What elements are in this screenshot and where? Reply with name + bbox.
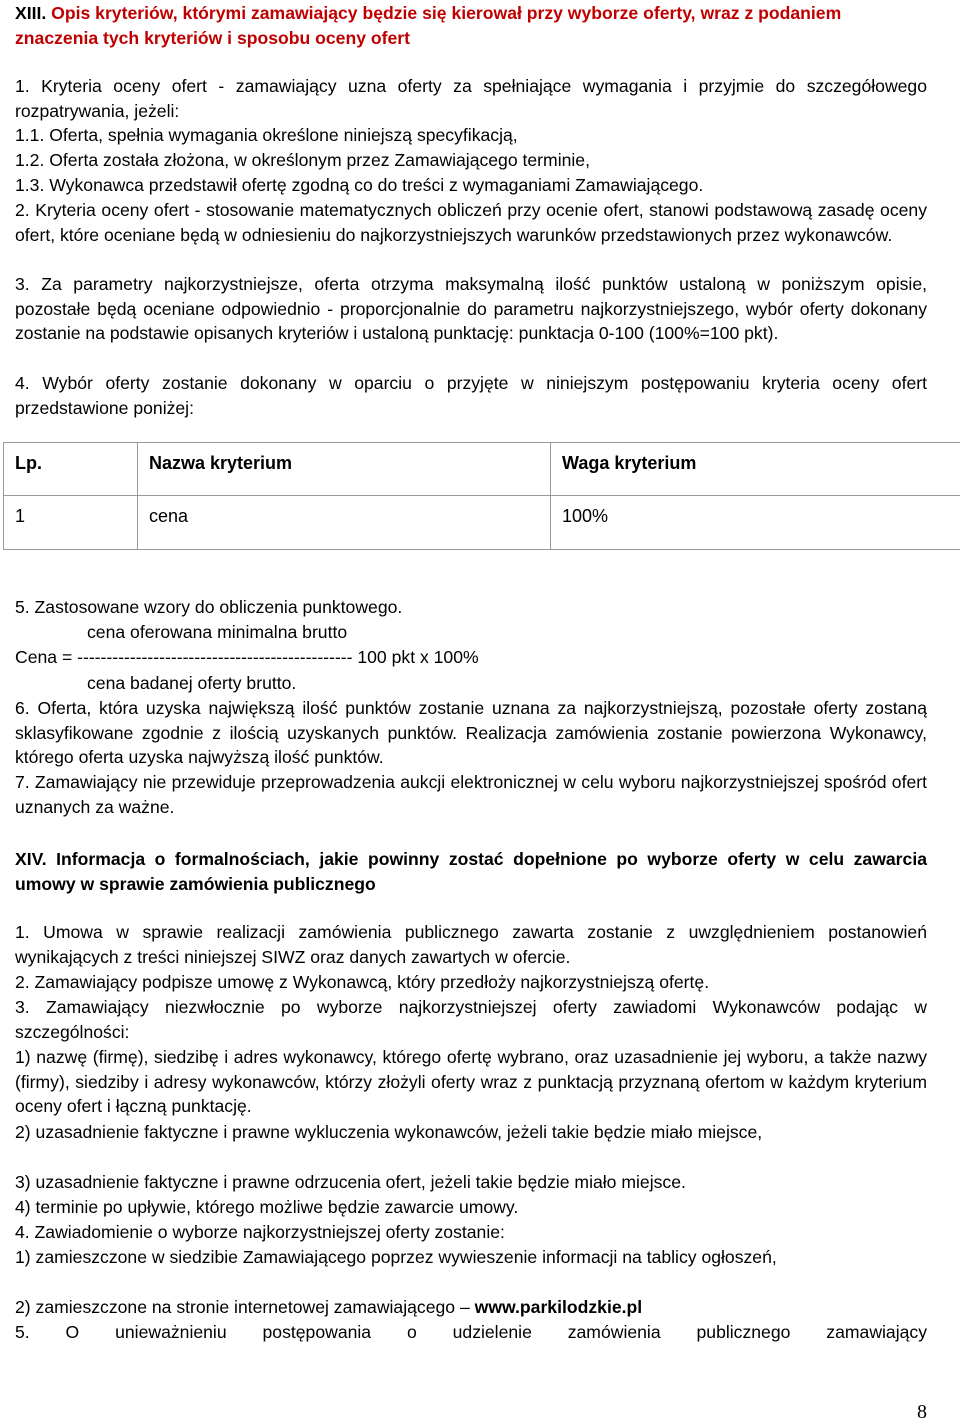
- table-row: [4, 496, 960, 550]
- s14-paragraph-2: 2. Zamawiający podpisze umowę z Wykonawcą, który przedłoży najkorzystniejszą ofertę.: [15, 970, 927, 995]
- s14-item-3-1: 1) nazwę (firmę), siedzibę i adres wykonawcy, którego ofertę wybrano, oraz uzasadnienie jej wyboru, a także nazwy (firmy), siedziby i adresy wykonawców, którzy złożyli oferty wraz z punktacją przyznaną ofertom w każdym kryterium oceny ofert i łączną punktację.: [15, 1045, 927, 1119]
- s14-paragraph-3: 3. Zamawiający niezwłocznie po wyborze najkorzystniejszej oferty zawiadomi Wykonawców podając w szczególności:: [15, 995, 927, 1044]
- s14-item-4-2-text: 2) zamieszczone na stronie internetowej zamawiającego –: [15, 1297, 475, 1317]
- table-header-weight: Waga kryterium: [551, 443, 960, 496]
- table-header-row: [4, 443, 960, 496]
- s13-paragraph-2: 2. Kryteria oceny ofert - stosowanie matematycznych obliczeń przy ocenie ofert, stanowi podstawową zasadę oceny ofert, które oceniane będą w odniesieniu do najkorzystniejszych warunków przedstawionych przez wykonawców.: [15, 198, 927, 247]
- s13-item-1-2: 1.2. Oferta została złożona, w określonym przez Zamawiającego terminie,: [15, 148, 927, 173]
- s13-paragraph-3: 3. Za parametry najkorzystniejsze, oferta otrzyma maksymalną ilość punktów ustaloną w poniższym opisie, pozostałe będą oceniane odpowiednio - proporcjonalnie do parametru najkorzystniejszego, wybór oferty dokonany zostanie na podstawie opisanych kryteriów i ustaloną punktację: punktacja 0-100 (100%=100 pkt).: [15, 272, 927, 346]
- s14-paragraph-1: 1. Umowa w sprawie realizacji zamówienia publicznego zawarta zostanie z uwzględnieniem postanowień wynikających z treści niniejszej SIWZ oraz danych zawartych w ofercie.: [15, 920, 927, 969]
- s13-paragraph-5: 5. Zastosowane wzory do obliczenia punktowego.: [15, 595, 927, 620]
- table-header-name: Nazwa kryterium: [138, 443, 551, 496]
- s13-paragraph-6: 6. Oferta, która uzyska największą ilość punktów zostanie uznana za najkorzystniejszą, pozostałe oferty zostaną sklasyfikowane zgodnie z ilością uzyskanych punktów. Realizacja zamówienia zostanie powierzona Wykonawcy, którego oferta uzyska najwyższą ilość punktów.: [15, 696, 927, 770]
- formula-line: Cena = ----------------------------------------------- 100 pkt x 100%: [15, 645, 927, 670]
- formula-numerator: cena oferowana minimalna brutto: [87, 620, 347, 645]
- s14-paragraph-5: 5. O unieważnieniu postępowania o udzielenie zamówienia publicznego zamawiający: [15, 1320, 927, 1345]
- s13-paragraph-7: 7. Zamawiający nie przewiduje przeprowadzenia aukcji elektronicznej w celu wyboru najkorzystniejszej spośród ofert uznanych za ważne.: [15, 770, 927, 819]
- table-cell-lp: 1: [4, 496, 138, 550]
- formula-denominator: cena badanej oferty brutto.: [87, 671, 296, 696]
- table-cell-weight: 100%: [551, 496, 960, 550]
- table-cell-name: cena: [138, 496, 551, 550]
- s14-item-4-1: 1) zamieszczone w siedzibie Zamawiającego poprzez wywieszenie informacji na tablicy ogłoszeń,: [15, 1245, 927, 1270]
- s13-item-1-1: 1.1. Oferta, spełnia wymagania określone niniejszą specyfikacją,: [15, 123, 927, 148]
- criteria-table: [3, 442, 960, 550]
- s13-item-1-3: 1.3. Wykonawca przedstawił ofertę zgodną co do treści z wymaganiami Zamawiającego.: [15, 173, 927, 198]
- s13-paragraph-1: 1. Kryteria oceny ofert - zamawiający uzna oferty za spełniające wymagania i przyjmie do szczegółowego rozpatrywania, jeżeli:: [15, 74, 927, 123]
- s14-item-3-4: 4) terminie po upływie, którego możliwe będzie zawarcie umowy.: [15, 1195, 927, 1220]
- section-13-heading: [15, 1, 927, 50]
- table-header-lp: Lp.: [4, 443, 138, 496]
- s13-paragraph-4: 4. Wybór oferty zostanie dokonany w oparciu o przyjęte w niniejszym postępowaniu kryteria oceny ofert przedstawione poniżej:: [15, 371, 927, 420]
- section-13-number: XIII.: [15, 3, 46, 23]
- section-13-title: Opis kryteriów, którymi zamawiający będzie się kierował przy wyborze oferty, wraz z podaniem znaczenia tych kryteriów i sposobu oceny ofert: [15, 3, 841, 48]
- section-14-heading: XIV. Informacja o formalnościach, jakie powinny zostać dopełnione po wyborze oferty w celu zawarcia umowy w sprawie zamówienia publicznego: [15, 847, 927, 896]
- page-number: 8: [917, 1400, 927, 1425]
- s14-paragraph-4: 4. Zawiadomienie o wyborze najkorzystniejszej oferty zostanie:: [15, 1220, 927, 1245]
- website-link[interactable]: www.parkilodzkie.pl: [475, 1297, 643, 1317]
- s14-item-3-2: 2) uzasadnienie faktyczne i prawne wykluczenia wykonawców, jeżeli takie będzie miało miejsce,: [15, 1120, 927, 1145]
- s14-item-4-2: [15, 1295, 927, 1320]
- s14-item-3-3: 3) uzasadnienie faktyczne i prawne odrzucenia ofert, jeżeli takie będzie miało miejsce.: [15, 1170, 927, 1195]
